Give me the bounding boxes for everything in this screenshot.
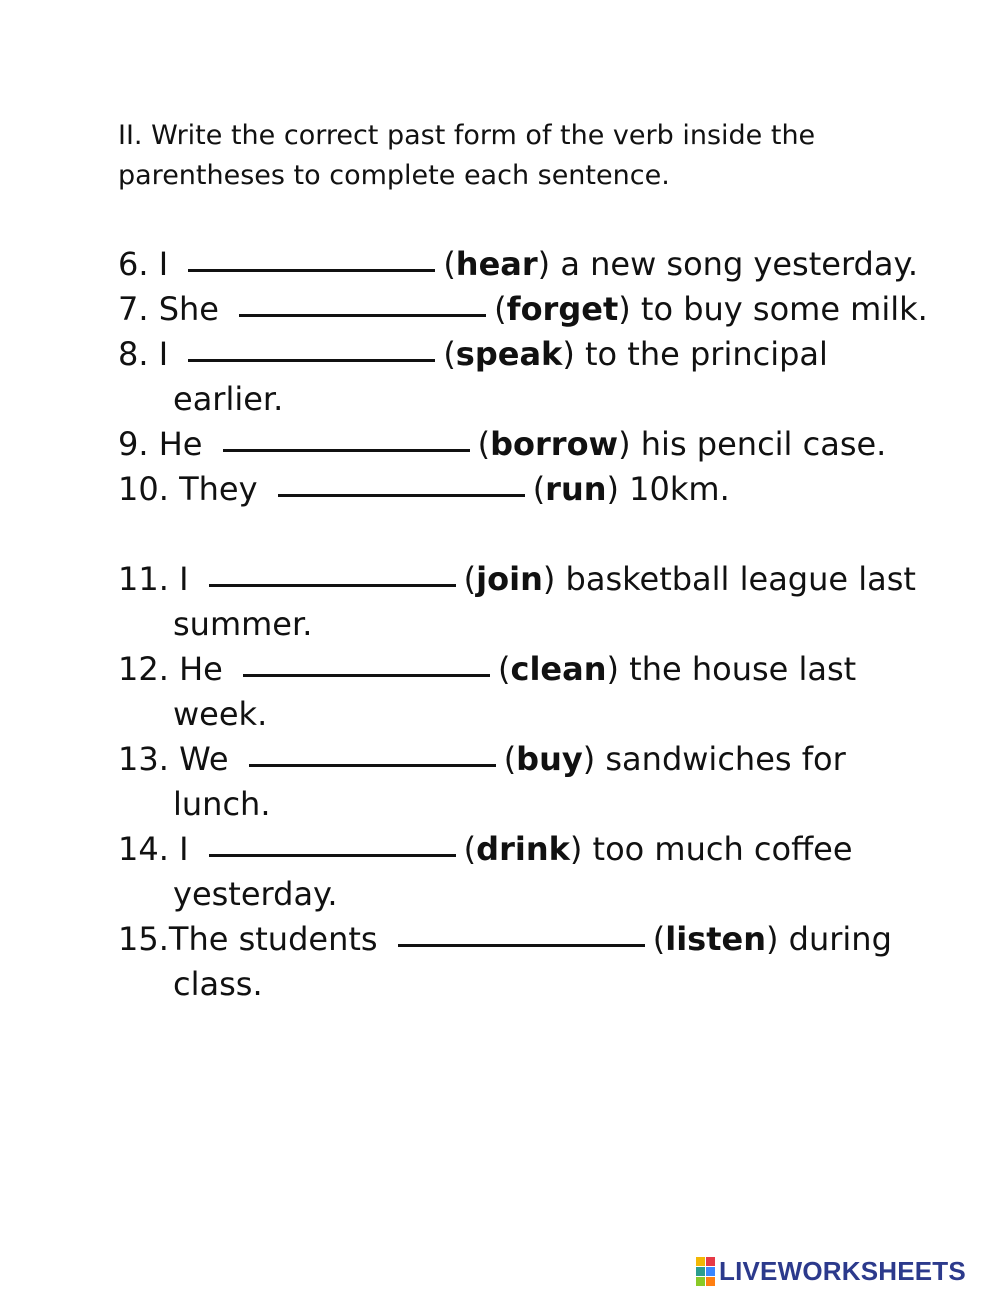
item-subject: She (158, 290, 219, 328)
item-rest: during class. (173, 920, 892, 1003)
item-subject: He (158, 425, 203, 463)
logo-blocks-icon (696, 1257, 715, 1286)
item-rest: 10km. (629, 470, 730, 508)
item-rest: a new song yesterday. (560, 245, 919, 283)
answer-blank[interactable] (243, 647, 490, 677)
item-number: 12. (118, 650, 169, 688)
item-rest: basketball league last summer. (173, 560, 916, 643)
answer-blank[interactable] (209, 557, 456, 587)
exercise-item: 6. I (hear) a new song yesterday. (118, 242, 938, 287)
item-number: 6. (118, 245, 149, 283)
answer-blank[interactable] (239, 287, 486, 317)
item-number: 10. (118, 470, 169, 508)
logo-block (696, 1277, 705, 1286)
item-subject: I (179, 830, 189, 868)
answer-blank[interactable] (188, 332, 435, 362)
item-rest: sandwiches for lunch. (173, 740, 846, 823)
exercise-item: 14. I (drink) too much coffee yesterday. (118, 827, 938, 917)
item-rest: his pencil case. (640, 425, 887, 463)
item-subject: He (179, 650, 223, 688)
exercise-item: 10. They (run) 10km. (118, 467, 938, 512)
answer-blank[interactable] (209, 827, 456, 857)
item-rest: to buy some milk. (640, 290, 928, 328)
exercise-item: 12. He (clean) the house last week. (118, 647, 938, 737)
item-number: 9. (118, 425, 149, 463)
item-rest: to the principal earlier. (173, 335, 828, 418)
item-subject: The students (168, 920, 378, 958)
item-verb: hear (455, 245, 538, 283)
item-verb: run (545, 470, 607, 508)
logo-block (706, 1277, 715, 1286)
exercise-item: 7. She (forget) to buy some milk. (118, 287, 938, 332)
item-number: 13. (118, 740, 169, 778)
item-verb: buy (516, 740, 583, 778)
item-number: 7. (118, 290, 149, 328)
exercise-item: 9. He (borrow) his pencil case. (118, 422, 938, 467)
item-subject: We (179, 740, 229, 778)
item-verb: listen (665, 920, 766, 958)
item-number: 14. (118, 830, 169, 868)
exercise-item: 8. I (speak) to the principal earlier. (118, 332, 938, 422)
item-verb: speak (455, 335, 563, 373)
answer-blank[interactable] (223, 422, 470, 452)
item-verb: drink (476, 830, 570, 868)
logo-block (696, 1267, 705, 1276)
item-verb: forget (506, 290, 619, 328)
logo-block (706, 1267, 715, 1276)
answer-blank[interactable] (398, 917, 645, 947)
item-number: 15. (118, 920, 169, 958)
item-subject: They (179, 470, 258, 508)
instructions: II. Write the correct past form of the verb inside the parentheses to complete each sentence. (118, 120, 816, 191)
exercise-list (118, 242, 938, 1007)
exercise-item: 13. We (buy) sandwiches for lunch. (118, 737, 938, 827)
logo-block (706, 1257, 715, 1266)
exercise-item: 15.The students (listen) during class. (118, 917, 938, 1007)
answer-blank[interactable] (188, 242, 435, 272)
item-subject: I (158, 335, 169, 373)
answer-blank[interactable] (278, 467, 525, 497)
answer-blank[interactable] (249, 737, 496, 767)
item-verb: borrow (490, 425, 619, 463)
item-verb: join (476, 560, 543, 598)
item-rest: too much coffee yesterday. (173, 830, 853, 913)
item-number: 11. (118, 560, 169, 598)
item-verb: clean (510, 650, 607, 688)
item-rest: the house last week. (173, 650, 857, 733)
exercise-item: 11. I (join) basketball league last summer. (118, 557, 938, 647)
logo-block (696, 1257, 705, 1266)
item-subject: I (158, 245, 169, 283)
liveworksheets-logo[interactable] (696, 1256, 966, 1286)
item-subject: I (179, 560, 189, 598)
item-number: 8. (118, 335, 149, 373)
logo-text: LIVEWORKSHEETS (719, 1255, 966, 1286)
